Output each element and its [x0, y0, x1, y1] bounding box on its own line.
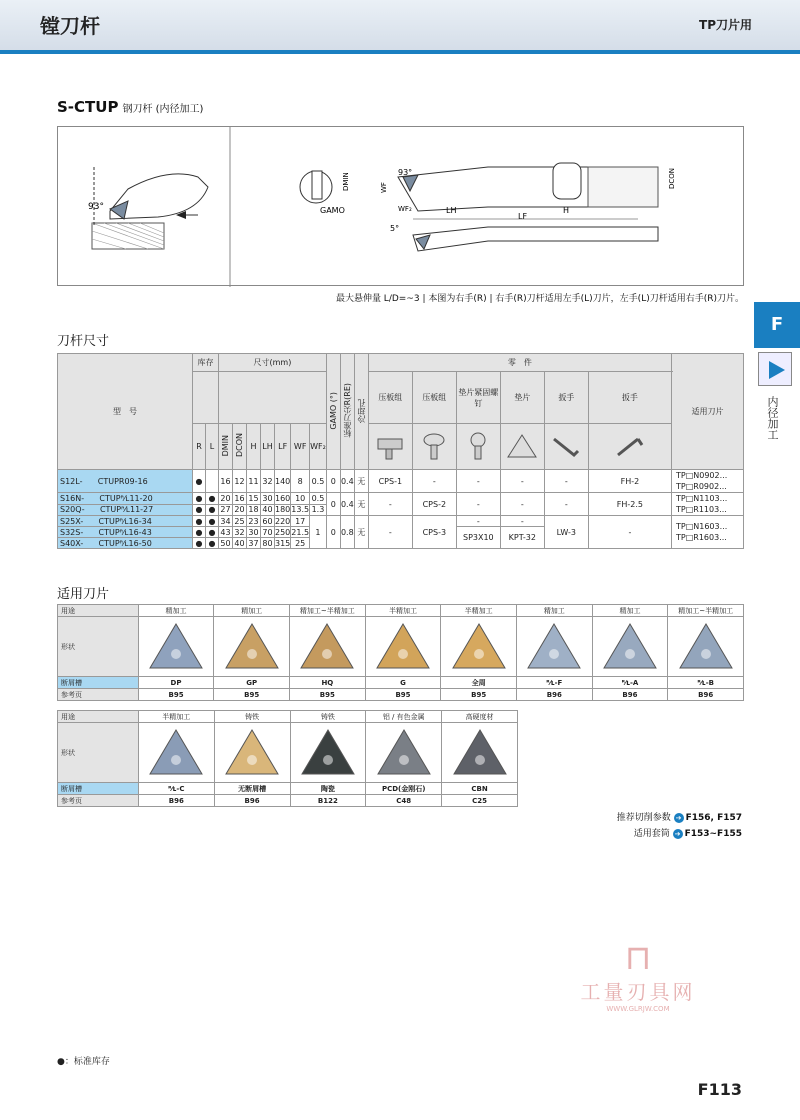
hdr-wrench1: 扳手	[544, 372, 588, 424]
insert-chipbreaker: HQ	[290, 677, 366, 689]
insert-triangle-icon	[222, 618, 282, 674]
cell-r: ●	[193, 527, 206, 538]
cell-h: 18	[248, 505, 259, 515]
boring-icon-graphic	[759, 353, 793, 387]
hdr-insert: 适用刀片	[672, 354, 744, 470]
cell-dmin: 43	[220, 527, 231, 537]
diagram-note: 最大悬伸量 L/D=~3 | 本图为右手(R) | 右手(R)刀杆适用左手(L)刀片，左手(L)刀杆适用右手(R)刀片。	[335, 294, 744, 304]
section-tab-f[interactable]: F	[754, 302, 800, 348]
cell-lf: 250	[275, 527, 291, 537]
insert-triangle-icon	[297, 618, 357, 674]
insert-use: 精加工	[138, 605, 214, 617]
insert-ref-page[interactable]: B95	[214, 689, 290, 701]
cell-clamp2: CPS-3	[412, 516, 456, 549]
chip-label: 断屑槽	[58, 783, 139, 795]
dims-title: 刀杆尺寸	[57, 334, 110, 349]
cell-h: 30	[248, 527, 259, 537]
cell-cool: 无	[354, 516, 368, 549]
use-label: 用途	[58, 711, 139, 723]
hdr-stock: 库存	[193, 354, 219, 372]
cell-wf2: 0.5	[310, 470, 327, 493]
insert-ref-page[interactable]: B96	[592, 689, 668, 701]
insert-use: 半精加工	[441, 605, 517, 617]
ref-label: 参考页	[58, 689, 139, 701]
cell-re: 0.4	[340, 470, 354, 493]
hdr-wf2: WF₂	[310, 424, 327, 470]
insert-shape	[290, 723, 366, 783]
cell-dmin: 50	[220, 538, 231, 548]
dcon-label: DCON	[668, 167, 676, 189]
cell-clamp2: CPS-2	[412, 493, 456, 516]
cell-h: 15	[248, 493, 259, 503]
insert-ref-page[interactable]: B96	[668, 689, 744, 701]
insert-use: 精加工~半精加工	[668, 605, 744, 617]
cell-lf: 315	[275, 538, 291, 548]
inserts-title: 适用刀片	[57, 587, 110, 602]
insert-chipbreaker: ᴿ⁄ʟ-F	[516, 677, 592, 689]
insert-use: 精加工	[516, 605, 592, 617]
cutting-params-text: 推荐切削参数	[616, 813, 671, 823]
dmin-label: DMIN	[342, 172, 350, 191]
cell-l: ●	[206, 538, 219, 549]
cell-wrench1: LW-3	[544, 516, 588, 549]
cell-dcon: 20	[234, 505, 245, 515]
hdr-shim: 垫片	[500, 372, 544, 424]
insert-chipbreaker: 无断屑槽	[214, 783, 290, 795]
diagram-drawing	[58, 127, 745, 287]
cell-re: 0.4	[340, 493, 354, 516]
cell-h: 23	[248, 516, 259, 526]
lh-label: LH	[446, 206, 457, 215]
insert-triangle-icon	[600, 618, 660, 674]
insert-use: 铸铁	[214, 711, 290, 723]
insert-chipbreaker: ᴿ⁄ʟ-A	[592, 677, 668, 689]
screw-icon	[460, 431, 496, 461]
cell-wf: 17	[291, 516, 310, 527]
lf-label: LF	[518, 212, 528, 221]
hdr-l: L	[206, 424, 219, 470]
insert-ref-page[interactable]: C48	[366, 795, 442, 807]
side-label: 内径加工	[766, 396, 779, 440]
arrow-right-icon: ➔	[674, 813, 684, 823]
row-prefix: S25X-	[60, 516, 84, 526]
category-label: TP刀片用	[699, 18, 752, 32]
ref-label: 参考页	[58, 795, 139, 807]
cell-dmin: 16	[219, 470, 233, 493]
row-prefix: S20Q-	[60, 505, 85, 515]
insert-shape	[214, 723, 290, 783]
cell-insert-b: TP□R0902...	[676, 482, 727, 491]
insert-ref-page[interactable]: B95	[290, 689, 366, 701]
gamo-label: GAMO	[320, 206, 345, 215]
row-prefix: S32S-	[60, 527, 84, 537]
cell-dcon: 12	[233, 470, 247, 493]
insert-shape	[365, 617, 441, 677]
cell-lh: 30	[262, 493, 273, 503]
cell-dcon: 32	[234, 527, 245, 537]
row-prefix: S16N-	[60, 493, 85, 503]
cell-l	[206, 470, 219, 493]
insert-chipbreaker: 陶瓷	[290, 783, 366, 795]
insert-chipbreaker: PCD(金刚石)	[366, 783, 442, 795]
angle-label-right: 93°	[398, 168, 413, 177]
cell-screw-a: -	[456, 516, 500, 527]
cell-re: 0.8	[340, 516, 354, 549]
cell-lf: 160	[275, 493, 291, 503]
inserts-table-2	[57, 710, 518, 807]
cell-wf2: 0.5	[311, 493, 325, 503]
insert-shape	[290, 617, 366, 677]
insert-use: 半精加工	[365, 605, 441, 617]
watermark-text: 工量刃具网	[580, 980, 696, 1004]
cell-wf: 13.5	[291, 505, 310, 515]
cell-h: 37	[248, 538, 259, 548]
shape-label: 形状	[58, 723, 139, 783]
cell-gamo: 0	[326, 516, 340, 549]
insert-chipbreaker: ᴿ⁄ʟ-B	[668, 677, 744, 689]
watermark	[568, 940, 708, 1013]
cell-gamo: 0	[326, 493, 340, 516]
insert-chipbreaker: ᴿ⁄ʟ-C	[138, 783, 214, 795]
insert-ref-page[interactable]: B95	[365, 689, 441, 701]
cell-wf: 10	[291, 493, 310, 505]
boring-icon	[758, 352, 792, 386]
row-code: CTUPᴿ⁄ʟ16-34	[98, 516, 152, 526]
cell-lh: 32	[261, 470, 275, 493]
table-row	[58, 470, 744, 493]
insert-use: 精加工	[214, 605, 290, 617]
cell-insert-a: TP□N0902...	[676, 471, 728, 480]
hdr-dcon: DCON	[235, 433, 244, 458]
insert-ref-page[interactable]: B95	[138, 689, 214, 701]
insert-ref-page[interactable]: B95	[441, 689, 517, 701]
cell-dmin: 20	[220, 493, 231, 503]
insert-use: 铝 / 有色金属	[366, 711, 442, 723]
cell-r: ●	[193, 538, 206, 549]
insert-shape	[441, 617, 517, 677]
clamp2-icon	[416, 431, 452, 461]
cell-wf2: 1	[310, 516, 327, 549]
use-label: 用途	[58, 605, 139, 617]
cell-lh: 40	[262, 505, 273, 515]
insert-triangle-icon	[146, 618, 206, 674]
cell-wf: 25	[291, 538, 310, 549]
insert-triangle-icon	[449, 618, 509, 674]
cell-wrench1: -	[544, 493, 588, 516]
cell-insert-a: TP□N1603...	[676, 522, 728, 531]
cell-clamp1: -	[368, 516, 412, 549]
hdr-model: 型 号	[58, 354, 193, 470]
insert-use: 铸铁	[290, 711, 366, 723]
cell-clamp2: -	[412, 470, 456, 493]
row-prefix: S12L-	[60, 476, 83, 486]
cutting-params-link[interactable]	[617, 810, 742, 823]
cell-lf: 140	[275, 470, 291, 493]
stock-legend: ●：标准库存	[57, 1057, 110, 1067]
cell-wrench2: FH-2	[588, 470, 671, 493]
hdr-clamp1: 压板组	[368, 372, 412, 424]
cell-lh: 60	[262, 516, 273, 526]
cell-wrench1: -	[544, 470, 588, 493]
tool-diagram	[57, 126, 744, 286]
chip-label: 断屑槽	[58, 677, 139, 689]
insert-ref-page[interactable]: B96	[516, 689, 592, 701]
table-row	[58, 493, 744, 505]
insert-shape	[516, 617, 592, 677]
cell-screw: -	[456, 470, 500, 493]
insert-ref-page[interactable]: C25	[442, 795, 518, 807]
inserts-table-1	[57, 604, 744, 701]
watermark-sub: WWW.GLRJW.COM	[606, 1005, 670, 1013]
cell-lh: 80	[262, 538, 273, 548]
product-title	[57, 98, 203, 116]
wrench1-icon	[548, 431, 584, 461]
cell-dcon: 25	[234, 516, 245, 526]
cell-shim: KPT-32	[500, 527, 544, 549]
cell-screw: SP3X10	[456, 527, 500, 549]
cell-wrench2: FH-2.5	[588, 493, 671, 516]
hdr-parts: 零 件	[368, 354, 671, 372]
shim-icon	[504, 431, 540, 461]
cell-dmin: 34	[220, 516, 231, 526]
cell-r: ●	[193, 470, 206, 493]
insert-chipbreaker: DP	[138, 677, 214, 689]
insert-shape	[214, 617, 290, 677]
wrench2-icon	[612, 431, 648, 461]
row-code: CTUPR09-16	[97, 476, 148, 486]
hdr-re: 标准刀尖R(RE)	[342, 383, 352, 438]
hdr-r: R	[193, 424, 206, 470]
cell-r: ●	[193, 504, 206, 516]
hdr-wrench2: 扳手	[588, 372, 671, 424]
cell-wf2: 1.3	[311, 505, 325, 515]
insert-triangle-icon	[676, 618, 736, 674]
shape-label: 形状	[58, 617, 139, 677]
insert-use: 精加工	[592, 605, 668, 617]
row-code: CTUPᴿ⁄ʟ16-43	[98, 527, 152, 537]
insert-chipbreaker: GP	[214, 677, 290, 689]
cell-cool: 无	[354, 493, 368, 516]
insert-triangle-icon	[374, 724, 434, 780]
insert-triangle-icon	[450, 724, 510, 780]
wf-label: WF	[380, 182, 388, 193]
row-prefix: S40X-	[60, 538, 84, 548]
h-label: H	[563, 206, 570, 215]
insert-triangle-icon	[524, 618, 584, 674]
page-number: F113	[697, 1080, 742, 1099]
cell-screw: -	[456, 493, 500, 516]
insert-triangle-icon	[222, 724, 282, 780]
cell-shim: -	[500, 493, 544, 516]
insert-use: 半精加工	[138, 711, 214, 723]
header-rule	[0, 50, 800, 54]
row-code: CTUPᴿ⁄ʟ16-50	[98, 538, 152, 548]
cell-l: ●	[206, 504, 219, 516]
sleeve-ref: F153~F155	[684, 829, 742, 839]
clamp1-icon	[372, 431, 408, 461]
cell-r: ●	[193, 493, 206, 505]
hdr-dmin: DMIN	[221, 434, 230, 457]
page-header	[0, 0, 800, 52]
cell-r: ●	[193, 516, 206, 527]
cell-lf: 220	[275, 516, 291, 526]
wf2-label: WF₂	[398, 205, 412, 213]
hdr-h: H	[247, 424, 261, 470]
cell-l: ●	[206, 493, 219, 505]
sleeve-text: 适用套筒	[633, 829, 670, 839]
cell-wrench2: -	[588, 516, 671, 549]
cell-clamp1: -	[368, 493, 412, 516]
cell-shim: -	[500, 470, 544, 493]
insert-triangle-icon	[298, 724, 358, 780]
insert-use: 精加工~半精加工	[290, 605, 366, 617]
insert-ref-page[interactable]: B96	[138, 795, 214, 807]
insert-shape	[366, 723, 442, 783]
cell-insert-b: TP□R1603...	[676, 533, 727, 542]
cell-lh: 70	[262, 527, 273, 537]
page-title: 镗刀杆	[40, 14, 100, 38]
cell-shim-a: -	[500, 516, 544, 527]
hdr-size: 尺寸(mm)	[219, 354, 327, 372]
insert-shape	[442, 723, 518, 783]
cell-insert-b: TP□R1103...	[676, 505, 727, 514]
cell-lf: 180	[275, 505, 291, 515]
table-row	[58, 516, 744, 527]
insert-use: 高硬度材	[442, 711, 518, 723]
insert-chipbreaker: 全周	[441, 677, 517, 689]
cell-h: 11	[247, 470, 261, 493]
insert-shape	[668, 617, 744, 677]
insert-ref-page[interactable]: B96	[214, 795, 290, 807]
angle-label-left: 93°	[88, 202, 104, 212]
row-code: CTUPᴿ⁄ʟ11-27	[99, 505, 154, 515]
insert-triangle-icon	[373, 618, 433, 674]
dims-table	[57, 353, 744, 549]
hdr-lh: LH	[261, 424, 275, 470]
product-code: S-CTUP	[57, 98, 119, 116]
insert-shape	[592, 617, 668, 677]
insert-ref-page[interactable]: B122	[290, 795, 366, 807]
sleeve-link[interactable]	[634, 826, 742, 839]
cell-wf: 21.5	[291, 527, 310, 537]
insert-triangle-icon	[146, 724, 206, 780]
hdr-screw: 垫片紧固螺钉	[456, 372, 500, 424]
hdr-wf: WF	[291, 424, 310, 470]
cutting-params-ref: F156, F157	[685, 813, 742, 823]
insert-chipbreaker: CBN	[442, 783, 518, 795]
cell-clamp1: CPS-1	[368, 470, 412, 493]
insert-shape	[138, 723, 214, 783]
cell-dmin: 27	[220, 505, 231, 515]
product-subtitle: 钢刀杆 (内径加工)	[122, 104, 204, 115]
cell-l: ●	[206, 516, 219, 527]
cell-dcon: 16	[234, 493, 245, 503]
watermark-logo-icon: ⊓	[624, 938, 652, 978]
insert-chipbreaker: G	[365, 677, 441, 689]
hdr-lf: LF	[275, 424, 291, 470]
row-code: CTUPᴿ⁄ʟ11-20	[99, 493, 153, 503]
hdr-gamo: GAMO (°)	[328, 391, 338, 430]
arrow-right-icon: ➔	[673, 829, 683, 839]
hdr-cool: 冷却孔	[356, 398, 366, 423]
cell-insert-a: TP□N1103...	[676, 494, 728, 503]
hdr-clamp2: 压板组	[412, 372, 456, 424]
cell-dcon: 40	[234, 538, 245, 548]
cell-gamo: 0	[326, 470, 340, 493]
cell-l: ●	[206, 527, 219, 538]
angle-label-five: 5°	[390, 224, 400, 233]
cell-cool: 无	[354, 470, 368, 493]
insert-shape	[138, 617, 214, 677]
cell-wf: 8	[291, 470, 310, 493]
